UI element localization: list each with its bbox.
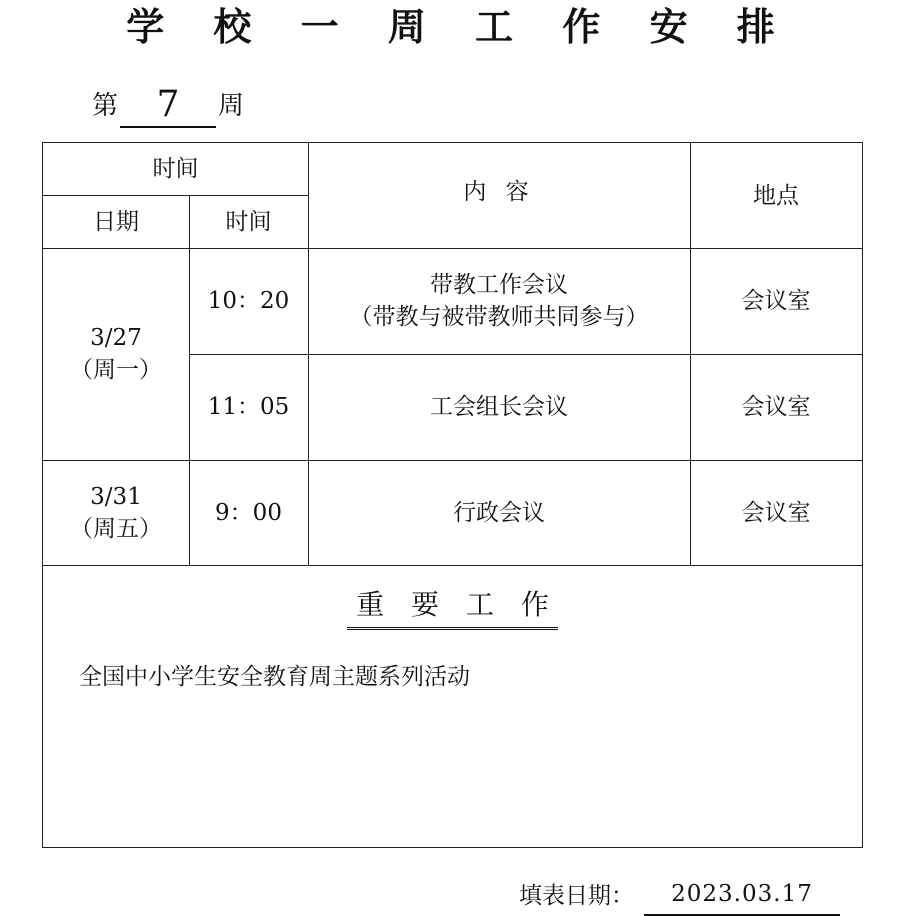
content-cell: 工会组长会议 <box>430 394 568 420</box>
content-line: （带教与被带教师共同参与） <box>349 304 649 330</box>
week-indicator <box>92 84 244 128</box>
date-value: 3/31 <box>90 483 142 510</box>
important-work-title: 重 要 工 作 <box>347 585 558 630</box>
content-cell: 行政会议 <box>453 499 545 526</box>
date-cell <box>43 460 189 565</box>
row3-bottom-line <box>43 565 862 566</box>
header-content: 内 容 <box>463 178 535 205</box>
location-cell: 会议室 <box>741 288 811 314</box>
header-date: 日期 <box>93 208 139 235</box>
page-title: 学 校 一 周 工 作 安 排 <box>126 4 793 49</box>
schedule-table <box>42 142 863 848</box>
fill-date-value: 2023.03.17 <box>644 874 840 916</box>
weekday-value: （周一） <box>70 357 162 383</box>
date-cell <box>43 248 189 460</box>
important-work-body: 全国中小学生安全教育周主题系列活动 <box>79 664 470 690</box>
important-work-heading <box>43 585 862 630</box>
weekday-value: （周五） <box>70 515 162 542</box>
header-time: 时间 <box>225 208 272 235</box>
week-suffix: 周 <box>218 91 245 121</box>
date-value: 3/27 <box>90 325 142 351</box>
week-prefix: 第 <box>92 91 119 121</box>
location-cell: 会议室 <box>741 499 811 526</box>
header-location: 地点 <box>753 182 799 209</box>
fill-date <box>519 874 840 916</box>
time-cell: 9：00 <box>215 499 282 526</box>
time-cell: 11：05 <box>207 394 290 420</box>
content-cell <box>308 248 690 354</box>
header-time-group: 时间 <box>152 156 199 182</box>
location-cell: 会议室 <box>741 394 811 420</box>
fill-date-label: 填表日期： <box>519 883 634 909</box>
week-number: 7 <box>120 84 216 128</box>
content-line: 带教工作会议 <box>430 272 568 298</box>
time-cell: 10：20 <box>207 288 290 314</box>
